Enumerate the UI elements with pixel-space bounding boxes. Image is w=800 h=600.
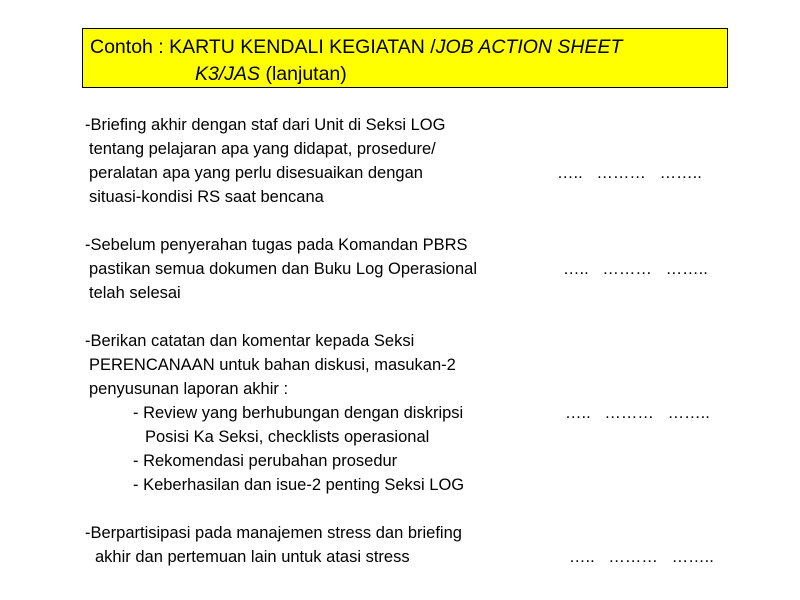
item-2-line-2: pastikan semua dokumen dan Buku Log Operasional	[89, 260, 477, 278]
title-prefix: Contoh : KARTU KENDALI KEGIATAN /	[90, 36, 436, 58]
item-1-dots: ….. ……… ……..	[557, 164, 702, 182]
item-2-line-1: -Sebelum penyerahan tugas pada Komandan PBRS	[85, 236, 468, 254]
item-2-dots: ….. ……… ……..	[563, 260, 708, 278]
item-3-line-7: - Keberhasilan dan isue-2 penting Seksi LOG	[133, 476, 465, 494]
title-k3jas: K3/JAS	[195, 63, 261, 85]
item-3-line-4: - Review yang berhubungan dengan diskripsi	[133, 404, 464, 422]
item-1-line-2: tentang pelajaran apa yang didapat, prosedure/	[89, 140, 436, 158]
item-3-line-6: - Rekomendasi perubahan prosedur	[133, 452, 398, 470]
item-1-line-4: situasi-kondisi RS saat bencana	[89, 188, 324, 206]
item-1-line-3: peralatan apa yang perlu disesuaikan dengan	[89, 164, 423, 182]
item-3-line-5: Posisi Ka Seksi, checklists operasional	[145, 428, 430, 446]
item-4-line-1: -Berpartisipasi pada manajemen stress dan briefing	[85, 524, 462, 542]
title-italic: JOB ACTION SHEET	[435, 36, 623, 58]
item-1-line-1: -Briefing akhir dengan staf dari Unit di Seksi LOG	[85, 116, 446, 134]
item-4-dots: ….. ……… ……..	[569, 548, 714, 566]
item-2-line-3: telah selesai	[89, 284, 181, 302]
item-3-dots: ….. ……… ……..	[565, 404, 710, 422]
item-3-line-1: -Berikan catatan dan komentar kepada Seksi	[85, 332, 415, 350]
item-4-line-2: akhir dan pertemuan lain untuk atasi stress	[95, 548, 410, 566]
item-3-line-2: PERENCANAAN untuk bahan diskusi, masukan-2	[89, 356, 456, 374]
item-3-line-3: penyusunan laporan akhir :	[89, 380, 289, 398]
title-lanjutan: (lanjutan)	[260, 63, 347, 85]
